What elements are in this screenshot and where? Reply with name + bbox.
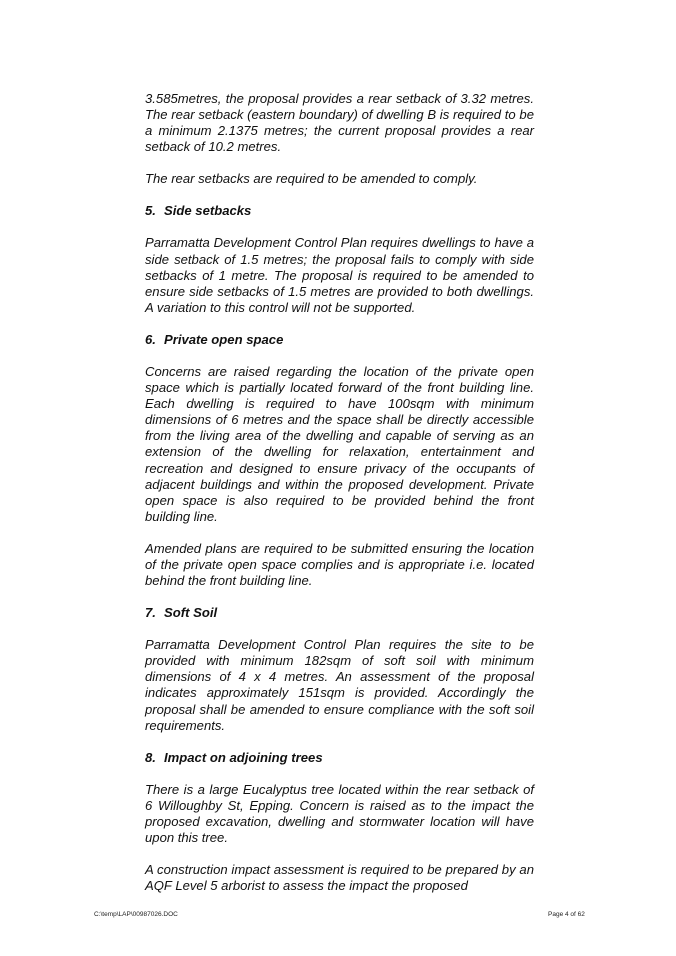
body-paragraph: Amended plans are required to be submitted ensuring the location of the private open space complies and is appropriate i.e. located behind the front building line. bbox=[145, 540, 534, 589]
body-paragraph: There is a large Eucalyptus tree located within the rear setback of 6 Willoughby St, Epping. Concern is raised as to the impact the proposed excavation, dwelling and stormwater location will have upon this tree. bbox=[145, 781, 534, 845]
footer-file-path: C:\temp\LAP\00987026.DOC bbox=[94, 911, 178, 918]
section-heading-private-open-space bbox=[145, 332, 534, 348]
body-paragraph: Parramatta Development Control Plan requires the site to be provided with minimum 182sqm of soft soil with minimum dimensions of 4 x 4 metres. An assessment of the proposal indicates approximately 151sqm is provided. Accordingly the proposal shall be amended to ensure compliance with the soft soil requirements. bbox=[145, 637, 534, 733]
section-number: 8. bbox=[145, 749, 156, 765]
section-title: Soft Soil bbox=[164, 605, 218, 621]
section-title: Side setbacks bbox=[164, 203, 252, 219]
footer-page-number: Page 4 of 62 bbox=[548, 911, 585, 918]
section-heading-soft-soil bbox=[145, 605, 534, 621]
section-number: 5. bbox=[145, 203, 156, 219]
section-number: 7. bbox=[145, 605, 156, 621]
document-body bbox=[145, 91, 534, 894]
body-paragraph: 3.585metres, the proposal provides a rear setback of 3.32 metres. The rear setback (eastern boundary) of dwelling B is required to be a minimum 2.1375 metres; the current proposal provides a rear setback of 10.2 metres. bbox=[145, 91, 534, 155]
section-title: Impact on adjoining trees bbox=[164, 749, 323, 765]
body-paragraph: A construction impact assessment is required to be prepared by an AQF Level 5 arborist to assess the impact the proposed bbox=[145, 862, 534, 894]
body-paragraph: Parramatta Development Control Plan requires dwellings to have a side setback of 1.5 metres; the proposal fails to comply with side setbacks of 1 metre. The proposal is required to be amended to ensure side setbacks of 1.5 metres are provided to both dwellings. A variation to this control will not be supported. bbox=[145, 235, 534, 315]
section-number: 6. bbox=[145, 331, 156, 347]
body-paragraph: Concerns are raised regarding the location of the private open space which is partially located forward of the front building line. Each dwelling is required to have 100sqm with minimum dimensions of 6 metres and the space shall be directly accessible from the living area of the dwelling and capable of serving as an extension of the dwelling for relaxation, entertainment and recreation and designed to ensure privacy of the occupants of adjacent buildings and within the proposed development. Private open space is also required to be provided behind the front building line. bbox=[145, 363, 534, 524]
body-paragraph: The rear setbacks are required to be amended to comply. bbox=[145, 171, 478, 187]
section-heading-side-setbacks bbox=[145, 203, 534, 219]
section-heading-impact-on-adjoining-trees bbox=[145, 750, 534, 766]
section-title: Private open space bbox=[164, 331, 284, 347]
